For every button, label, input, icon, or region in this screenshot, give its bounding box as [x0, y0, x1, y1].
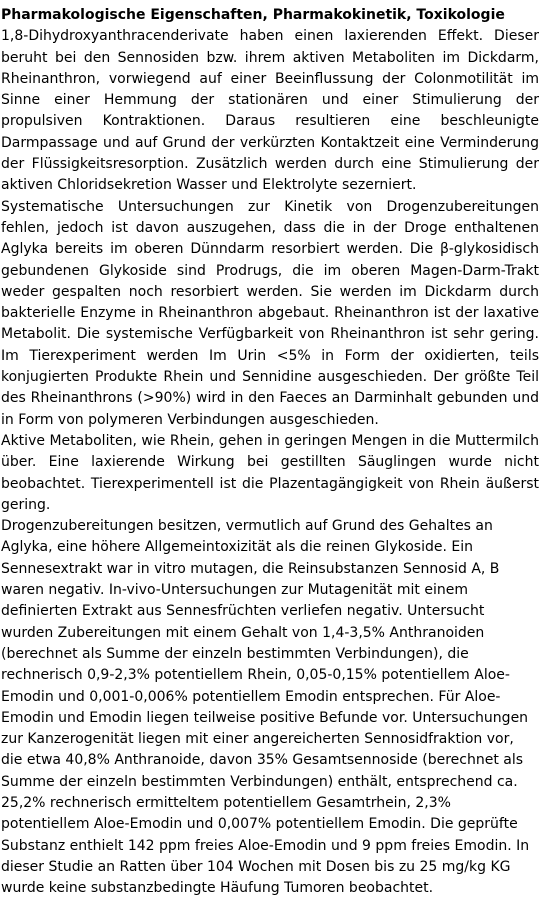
paragraph-pharmacology: 1,8-Dihydroxyanthracenderivate haben einen laxierenden Effekt. Dieser beruht bei den Sennosiden bzw. ihrem aktiven Metaboliten im Dickdarm, Rheinanthron, vorwiegend auf einer Beeinflussung der Colonmotilität im Sinne einer Hemmung der stationären und einer Stimulierung der propulsiven Kontraktionen. Daraus resultieren eine beschleunigte Darmpassage und auf Grund der verkürzten Kontaktzeit eine Verminderung der Flüssigkeitsresorption. Zusätzlich werden durch eine Stimulierung der aktiven Chloridsekretion Wasser und Elektrolyte sezerniert.	[1, 28, 539, 194]
paragraph-pharmacokinetics: Systematische Untersuchungen zur Kinetik von Drogenzubereitungen fehlen, jedoch ist davon auszugehen, dass die in der Droge enthaltenen Aglyka bereits im oberen Dünndarm resorbiert werden. Die β-glykosidisch gebundenen Glykoside sind Prodrugs, die im oberen Magen-Darm-Trakt weder gespalten noch resorbiert werden. Sie werden im Dickdarm durch bakterielle Enzyme in Rheinanthron abgebaut. Rheinanthron ist der laxative Metabolit. Die systemische Verfügbarkeit von Rheinanthron ist sehr gering. Im Tierexperiment werden Im Urin <5% in Form der oxidierten, teils konjugierten Produkte Rhein und Sennidine ausgeschieden. Der größte Teil des Rheinanthrons (>90%) wird in den Faeces an Darminhalt gebunden und in Form von polymeren Verbindungen ausgeschieden.	[1, 198, 539, 428]
document-body	[1, 5, 539, 899]
section-heading: Pharmakologische Eigenschaften, Pharmakokinetik, Toxikologie	[1, 7, 505, 23]
paragraph-lactation: Aktive Metaboliten, wie Rhein, gehen in geringen Mengen in die Muttermilch über. Eine laxierende Wirkung bei gestillten Säuglingen wurde nicht beobachtet. Tierexperimentell ist die Plazentagängigkeit von Rhein äußerst gering.	[1, 432, 539, 513]
paragraph-toxicology: Drogenzubereitungen besitzen, vermutlich auf Grund des Gehaltes an Aglyka, eine höhere Allgemeintoxizität als die reinen Glykoside. Ein Sennesextrakt war in vitro mutagen, die Reinsubstanzen Sennosid A, B waren negativ. In-vivo-Untersuchungen zur Mutagenität mit einem definierten Extrakt aus Sennesfrüchten verliefen negativ. Untersucht wurden Zubereitungen mit einem Gehalt von 1,4-3,5% Anthranoiden (berechnet als Summe der einzeln bestimmten Verbindungen), die rechnerisch 0,9-2,3% potentiellem Rhein, 0,05-0,15% potentiellem Aloe-Emodin und 0,001-0,006% potentiellem Emodin entsprechen. Für Aloe-Emodin und Emodin liegen teilweise positive Befunde vor. Untersuchungen zur Kanzerogenität liegen mit einer angereicherten Sennosidfraktion vor, die etwa 40,8% Anthranoide, davon 35% Gesamtsennoside (berechnet als Summe der einzeln bestimmten Verbindungen) enthält, entsprechend ca. 25,2% rechnerisch ermitteltem potentiellem Gesamtrhein, 2,3% potentiellem Aloe-Emodin und 0,007% potentiellem Emodin. Die geprüfte Substanz enthielt 142 ppm freies Aloe-Emodin und 9 ppm freies Emodin. In dieser Studie an Ratten über 104 Wochen mit Dosen bis zu 25 mg/kg KG wurde keine substanzbedingte Häufung Tumoren beobachtet.	[1, 518, 530, 897]
